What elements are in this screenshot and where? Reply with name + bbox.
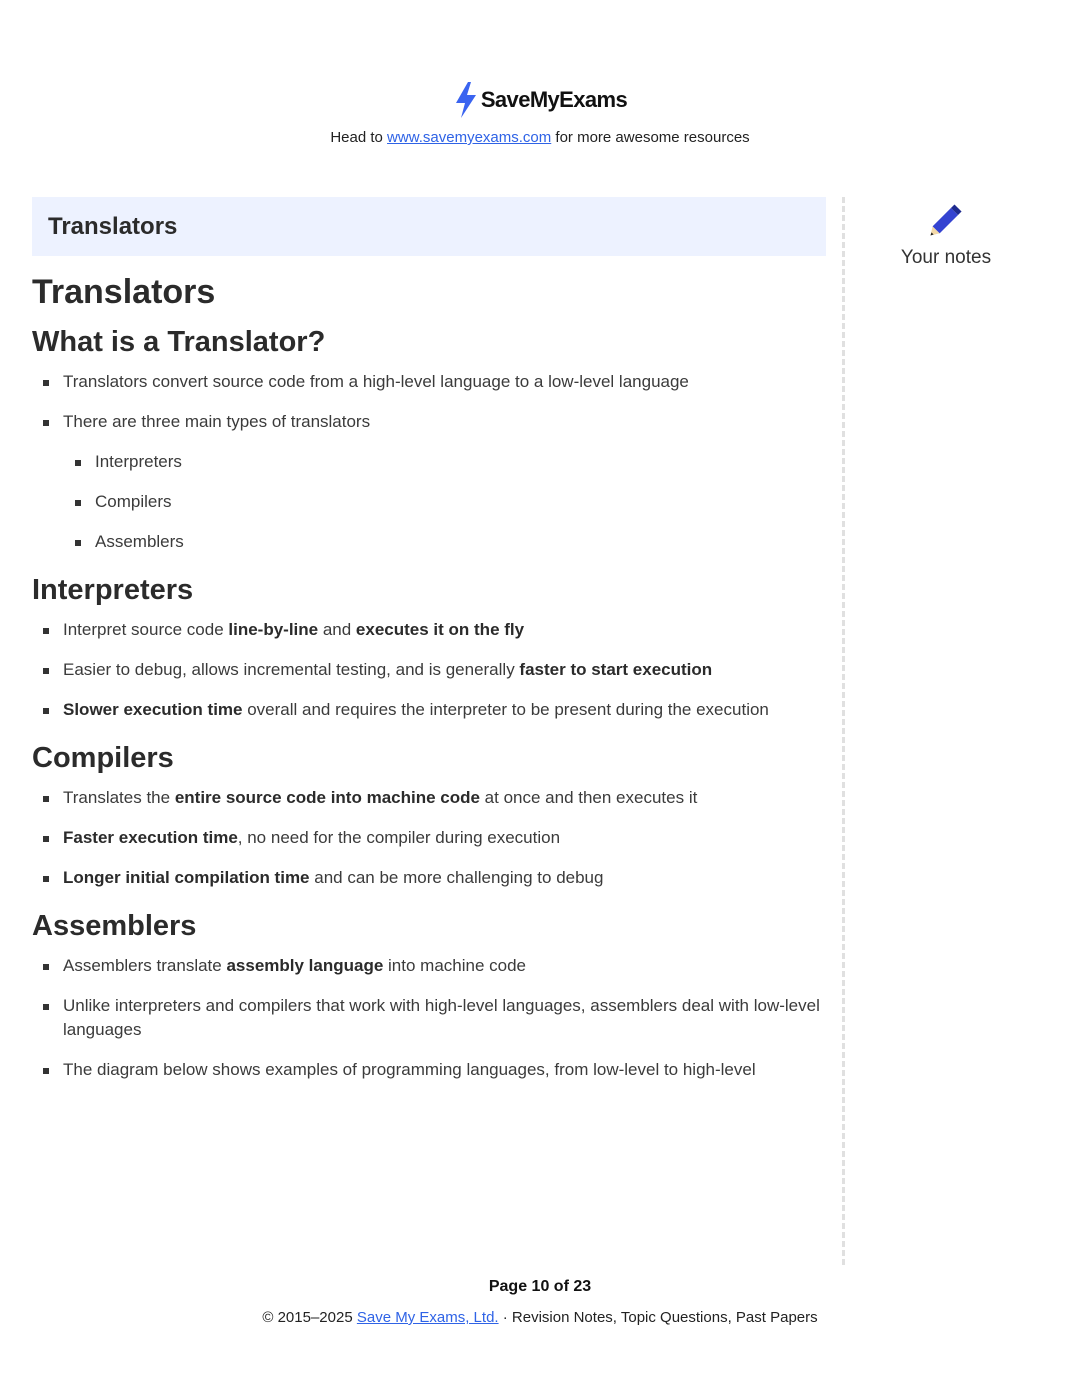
bullet-list [32, 786, 826, 890]
list-item [32, 786, 826, 810]
list-item [32, 826, 826, 850]
list-item: The diagram below shows examples of programming languages, from low-level to high-level [32, 1058, 826, 1082]
bullet-list [32, 370, 826, 554]
text: , no need for the compiler during execution [237, 828, 561, 847]
page-footer [0, 1278, 1080, 1326]
sub-list [63, 450, 826, 554]
list-item [32, 866, 826, 890]
sub-list-item: Compilers [63, 490, 826, 514]
text: and [318, 620, 356, 639]
sub-list-item: Assemblers [63, 530, 826, 554]
bold-text: executes it on the fly [355, 620, 525, 639]
page-number: Page 10 of 23 [488, 1278, 592, 1295]
text: Translates the [63, 788, 175, 807]
text: Easier to debug, allows incremental testing, and is generally [63, 660, 520, 679]
bold-text: Slower execution time [63, 700, 243, 719]
text: into machine code [383, 956, 526, 975]
list-item [32, 658, 826, 682]
section-heading: Compilers [32, 742, 174, 774]
text: at once and then executes it [479, 788, 698, 807]
company-link[interactable]: Save My Exams, Ltd. [356, 1309, 499, 1326]
notes-label: Your notes [900, 247, 992, 268]
list-item [32, 410, 826, 554]
bold-text: Longer initial compilation time [63, 868, 310, 887]
page-title: Translators [32, 273, 216, 311]
bold-text: faster to start execution [519, 660, 713, 679]
text: overall and requires the interpreter to be present during the execution [242, 700, 769, 719]
sub-list-item: Interpreters [63, 450, 826, 474]
notes-panel [890, 200, 1002, 269]
page-header [0, 82, 1080, 146]
list-item: Unlike interpreters and compilers that work with high-level languages, assemblers deal with low-level languages [32, 994, 826, 1042]
topic-title-bar: Translators [32, 197, 826, 256]
bullet-list [32, 954, 826, 1082]
copyright-prefix: © 2015–2025 [262, 1309, 353, 1326]
section-heading: Interpreters [32, 574, 194, 606]
bold-text: line-by-line [228, 620, 319, 639]
header-tagline [0, 129, 1080, 146]
list-item [32, 698, 826, 722]
brand-logo[interactable] [453, 82, 627, 118]
section-heading: What is a Translator? [32, 326, 326, 358]
copyright-line [0, 1309, 1080, 1326]
list-item [32, 618, 826, 642]
tagline-suffix: for more awesome resources [555, 129, 750, 146]
lightning-bolt-icon [453, 82, 479, 118]
section-heading: Assemblers [32, 910, 197, 942]
bold-text: entire source code into machine code [174, 788, 480, 807]
main-content [32, 270, 826, 1098]
text: and can be more challenging to debug [309, 868, 604, 887]
text: Interpret source code [63, 620, 229, 639]
website-link[interactable]: www.savemyexams.com [387, 129, 552, 146]
list-item [32, 954, 826, 978]
text: Assemblers translate [63, 956, 227, 975]
bold-text: Faster execution time [63, 828, 238, 847]
list-item-text: There are three main types of translators [63, 412, 371, 431]
copyright-suffix: · Revision Notes, Topic Questions, Past Papers [502, 1309, 818, 1326]
bullet-list [32, 618, 826, 722]
bold-text: assembly language [226, 956, 384, 975]
tagline-prefix: Head to [330, 129, 383, 146]
pencil-icon [924, 200, 968, 240]
brand-name: SaveMyExams [480, 87, 628, 112]
notes-divider [842, 197, 845, 1265]
list-item: Translators convert source code from a high-level language to a low-level language [32, 370, 826, 394]
